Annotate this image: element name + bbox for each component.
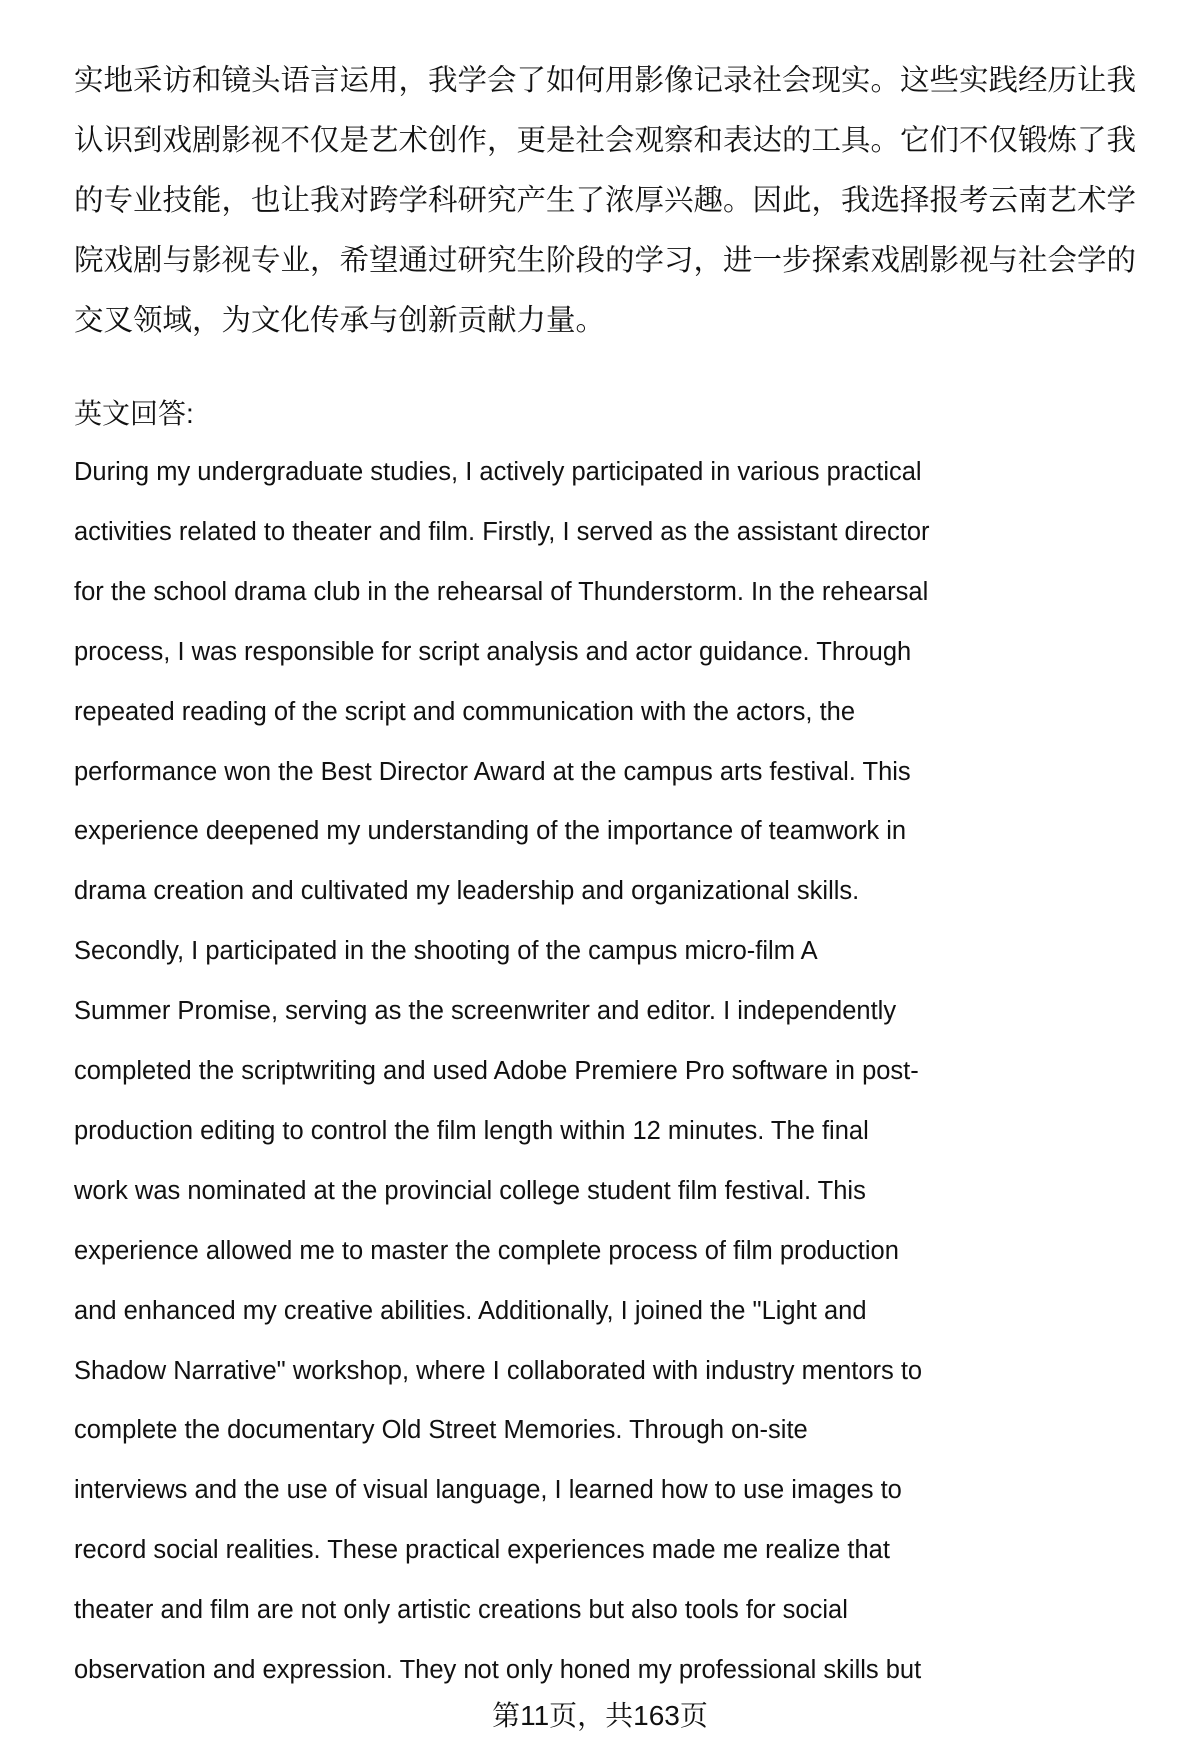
english-text-line: for the school drama club in the rehearsal of Thunderstorm. In the rehearsal <box>74 577 929 606</box>
page-number-footer: 第11页，共163页 <box>492 1700 708 1731</box>
english-text-line: experience allowed me to master the complete process of film production <box>74 1236 899 1265</box>
english-text-line: record social realities. These practical experiences made me realize that <box>74 1536 890 1565</box>
english-text-line: theater and film are not only artistic creations but also tools for social <box>74 1596 848 1625</box>
english-text-line: performance won the Best Director Award at the campus arts festival. This <box>74 757 911 786</box>
chinese-text-line: 实地采访和镜头语言运用，我学会了如何用影像记录社会现实。这些实践经历让我 <box>74 64 1137 97</box>
english-text-line: work was nominated at the provincial college student film festival. This <box>74 1176 866 1205</box>
english-text-line: repeated reading of the script and communication with the actors, the <box>74 697 856 726</box>
english-text-line: During my undergraduate studies, I actively participated in various practical <box>74 458 922 486</box>
chinese-text-line: 的专业技能，也让我对跨学科研究产生了浓厚兴趣。因此，我选择报考云南艺术学 <box>74 184 1137 217</box>
english-text-line: observation and expression. They not only honed my professional skills but <box>74 1656 922 1684</box>
chinese-text-line: 交叉领域，为文化传承与创新贡献力量。 <box>74 304 606 337</box>
english-text-line: drama creation and cultivated my leadership and organizational skills. <box>74 877 860 906</box>
english-answer-label: 英文回答: <box>74 398 194 429</box>
english-text-line: experience deepened my understanding of the importance of teamwork in <box>74 817 907 846</box>
english-text-line: Shadow Narrative" workshop, where I collaborated with industry mentors to <box>74 1356 923 1385</box>
english-text-line: production editing to control the film length within 12 minutes. The final <box>74 1116 869 1145</box>
chinese-text-line: 院戏剧与影视专业，希望通过研究生阶段的学习，进一步探索戏剧影视与社会学的 <box>74 244 1137 277</box>
english-text-line: Summer Promise, serving as the screenwriter and editor. I independently <box>74 997 897 1026</box>
english-text-line: complete the documentary Old Street Memories. Through on-site <box>74 1416 808 1445</box>
english-text-line: completed the scriptwriting and used Adobe Premiere Pro software in post- <box>74 1057 919 1085</box>
english-text-line: and enhanced my creative abilities. Additionally, I joined the "Light and <box>74 1296 867 1325</box>
english-text-line: process, I was responsible for script analysis and actor guidance. Through <box>74 637 912 666</box>
english-text-line: interviews and the use of visual language, I learned how to use images to <box>74 1476 902 1505</box>
english-text-line: activities related to theater and film. Firstly, I served as the assistant director <box>74 517 930 546</box>
chinese-text-line: 认识到戏剧影视不仅是艺术创作，更是社会观察和表达的工具。它们不仅锻炼了我 <box>74 124 1137 157</box>
english-text-line: Secondly, I participated in the shooting of the campus micro-film A <box>74 937 818 966</box>
